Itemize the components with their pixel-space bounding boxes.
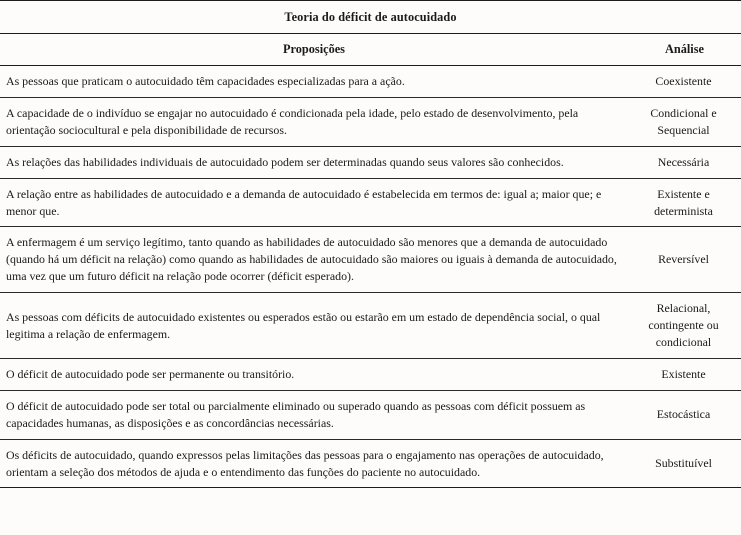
table-title: Teoria do déficit de autocuidado [0,1,741,34]
table-row [0,97,741,146]
cell-analise: Condicional e Sequencial [628,97,741,146]
column-header-proposicoes: Proposições [0,34,628,66]
table-row [0,66,741,98]
cell-proposicao: A capacidade de o indivíduo se engajar no autocuidado é condicionada pela idade, pelo estado de desenvolvimento, pela orientação sociocultural e pela disponibilidade de recursos. [0,97,628,146]
cell-proposicao: O déficit de autocuidado pode ser permanente ou transitório. [0,358,628,390]
cell-proposicao: As relações das habilidades individuais de autocuidado podem ser determinadas quando seus valores são conhecidos. [0,146,628,178]
cell-proposicao: A relação entre as habilidades de autocuidado e a demanda de autocuidado é estabelecida em termos de: igual a; maior que; e menor que. [0,178,628,227]
table-header-row [0,34,741,66]
cell-analise: Substituível [628,439,741,488]
table-row [0,227,741,293]
table-row [0,358,741,390]
cell-analise: Necessária [628,146,741,178]
cell-analise: Coexistente [628,66,741,98]
table-row [0,178,741,227]
cell-analise: Reversível [628,227,741,293]
table-body [0,1,741,488]
cell-analise: Existente [628,358,741,390]
cell-proposicao: O déficit de autocuidado pode ser total ou parcialmente eliminado ou superado quando as pessoas com déficit possuem as capacidades humanas, as disposições e as concordâncias necessárias. [0,390,628,439]
table-row [0,390,741,439]
cell-proposicao: As pessoas com déficits de autocuidado existentes ou esperados estão ou estarão em um estado de dependência social, o qual legitima a relação de enfermagem. [0,293,628,359]
cell-proposicao: A enfermagem é um serviço legítimo, tanto quando as habilidades de autocuidado são menores que a demanda de autocuidado (quando há um déficit na relação) como quando as habilidades de autocuidado são maiores ou iguais à demanda de autocuidado, uma vez que um futuro déficit na relação pode ocorrer (déficit esperado). [0,227,628,293]
cell-analise: Relacional, contingente ou condicional [628,293,741,359]
column-header-analise: Análise [628,34,741,66]
cell-analise: Estocástica [628,390,741,439]
table-row [0,439,741,488]
table-row [0,293,741,359]
cell-proposicao: Os déficits de autocuidado, quando expressos pelas limitações das pessoas para o engajamento nas operações de autocuidado, orientam a seleção dos métodos de ajuda e o entendimento das funções do paciente no autocuidado. [0,439,628,488]
table-title-row [0,1,741,34]
table-row [0,146,741,178]
cell-proposicao: As pessoas que praticam o autocuidado têm capacidades especializadas para a ação. [0,66,628,98]
cell-analise: Existente e determinista [628,178,741,227]
